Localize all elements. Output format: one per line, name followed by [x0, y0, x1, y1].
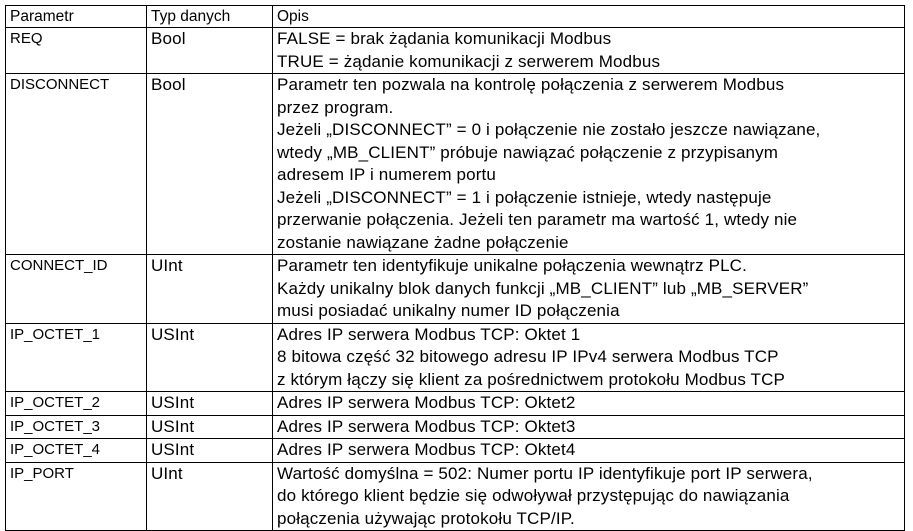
- parameter-name-cell: IP_OCTET_2: [6, 392, 147, 416]
- parameter-name-cell: IP_PORT: [6, 462, 147, 531]
- description-cell: [273, 323, 905, 392]
- description-line: połączenia używając protokołu TCP/IP.: [277, 508, 575, 528]
- table-row: [6, 439, 905, 463]
- table-row: [6, 462, 905, 531]
- table-row: [6, 415, 905, 439]
- description-line: wtedy „MB_CLIENT” próbuje nawiązać połączenie z przypisanym: [277, 142, 779, 162]
- data-type-cell: USInt: [147, 323, 273, 392]
- description-line: adresem IP i numerem portu: [277, 165, 497, 184]
- data-type-cell: USInt: [147, 392, 273, 416]
- column-header-parameter: Parametr: [6, 6, 147, 28]
- data-type-cell: Bool: [147, 74, 273, 255]
- description-line: Adres IP serwera Modbus TCP: Oktet4: [277, 440, 576, 459]
- description-line: przez program.: [277, 97, 394, 117]
- table-row: [6, 74, 905, 255]
- description-cell: [273, 255, 905, 324]
- parameter-table: [5, 5, 905, 531]
- description-line: TRUE = żądanie komunikacji z serwerem Modbus: [277, 51, 661, 71]
- table-body: [6, 28, 905, 531]
- table-row: [6, 255, 905, 324]
- description-line: Jeżeli „DISCONNECT” = 1 i połączenie istnieje, wtedy następuje: [277, 187, 772, 207]
- description-cell: [273, 462, 905, 531]
- description-line: Parametr ten identyfikuje unikalne połączenia wewnątrz PLC.: [277, 256, 747, 275]
- data-type-cell: UInt: [147, 255, 273, 324]
- column-header-description: Opis: [273, 6, 905, 28]
- column-header-data-type: Typ danych: [147, 6, 273, 28]
- table-row: [6, 323, 905, 392]
- parameter-name-cell: REQ: [6, 28, 147, 74]
- description-line: Adres IP serwera Modbus TCP: Oktet2: [277, 393, 576, 412]
- parameter-name-cell: IP_OCTET_1: [6, 323, 147, 392]
- description-line: z którym łączy się klient za pośrednictwem protokołu Modbus TCP: [277, 369, 785, 389]
- description-line: do którego klient będzie się odwoływał przystępując do nawiązania: [277, 486, 790, 505]
- table-row: [6, 28, 905, 74]
- description-cell: [273, 392, 905, 416]
- data-type-cell: Bool: [147, 28, 273, 74]
- description-cell: [273, 415, 905, 439]
- description-line: przerwanie połączenia. Jeżeli ten parametr ma wartość 1, wtedy nie: [277, 210, 798, 229]
- description-cell: [273, 74, 905, 255]
- table-header-row: [6, 6, 905, 28]
- data-type-cell: USInt: [147, 415, 273, 439]
- description-line: Parametr ten pozwala na kontrolę połączenia z serwerem Modbus: [277, 75, 785, 94]
- parameter-name-cell: IP_OCTET_3: [6, 415, 147, 439]
- description-line: zostanie nawiązane żadne połączenie: [277, 232, 569, 252]
- description-line: Adres IP serwera Modbus TCP: Oktet 1: [277, 324, 581, 344]
- parameter-name-cell: CONNECT_ID: [6, 255, 147, 324]
- description-line: musi posiadać unikalny numer ID połączenia: [277, 301, 620, 320]
- description-cell: [273, 439, 905, 463]
- description-line: 8 bitowa część 32 bitowego adresu IP IPv4 serwera Modbus TCP: [277, 347, 779, 366]
- description-line: Jeżeli „DISCONNECT” = 0 i połączenie nie zostało jeszcze nawiązane,: [277, 120, 821, 139]
- description-line: Adres IP serwera Modbus TCP: Oktet3: [277, 416, 576, 436]
- description-line: Każdy unikalny blok danych funkcji „MB_CLIENT” lub „MB_SERVER”: [277, 278, 809, 298]
- description-line: Wartość domyślna = 502: Numer portu IP identyfikuje port IP serwera,: [277, 463, 813, 483]
- data-type-cell: USInt: [147, 439, 273, 463]
- description-line: FALSE = brak żądania komunikacji Modbus: [277, 29, 612, 48]
- parameter-name-cell: DISCONNECT: [6, 74, 147, 255]
- table-row: [6, 392, 905, 416]
- parameter-name-cell: IP_OCTET_4: [6, 439, 147, 463]
- description-cell: [273, 28, 905, 74]
- data-type-cell: UInt: [147, 462, 273, 531]
